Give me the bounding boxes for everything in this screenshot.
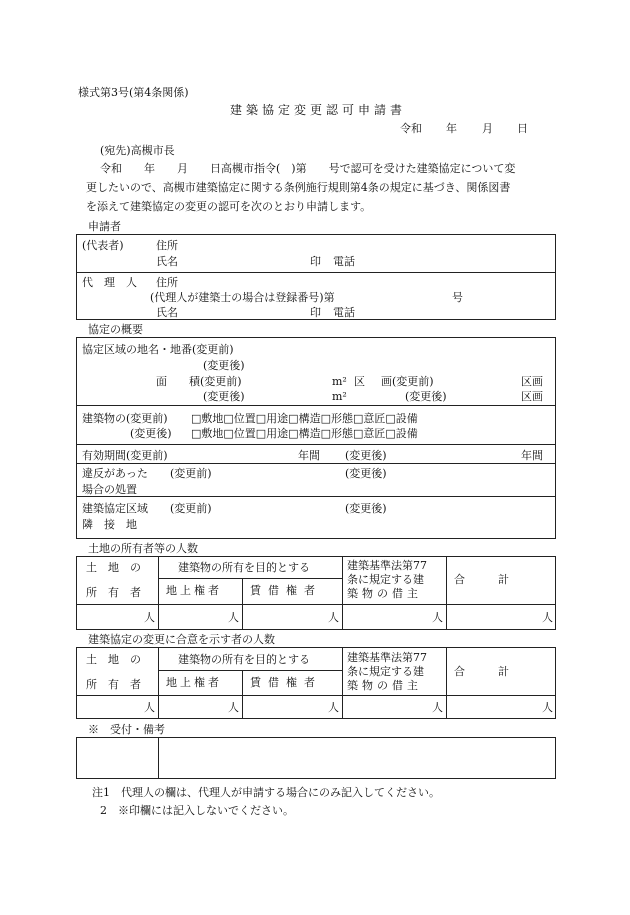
kukaku-after: (変更後): [405, 390, 447, 403]
building-before-items: □敷地□位置□用途□構造□形態□意匠□設備: [191, 412, 418, 425]
owners-unit-2: 人: [228, 611, 239, 624]
owners-total: 合 計: [454, 573, 509, 586]
body-line-2: 更したいので、高槻市建築協定に関する条例施行規則第4条の規定に基づき、関係図書: [86, 181, 511, 194]
consent-heading: 建築協定の変更に合意を示す者の人数: [88, 633, 275, 646]
consent-unit-5: 人: [542, 701, 553, 714]
document-title: 建築協定変更認可申請書: [230, 103, 407, 117]
owners-col1-a: 土 地 の: [86, 561, 141, 574]
owners-law-2: 条に規定する建: [347, 573, 424, 586]
representative-label: (代表者): [82, 239, 124, 252]
consent-total: 合 計: [454, 665, 509, 678]
kukaku-unit-before: 区画: [521, 375, 543, 388]
owners-unit-3: 人: [328, 611, 339, 624]
seal-mark: 印: [310, 255, 321, 268]
date-month: 月: [482, 122, 493, 135]
consent-col1-b: 所 有 者: [86, 678, 141, 691]
building-after-label: (変更後): [130, 427, 172, 440]
sqm-unit-before: m²: [332, 375, 347, 388]
owners-lease: 賃借権者: [250, 584, 322, 597]
validity-years-after: 年間: [521, 449, 543, 462]
reception-box: [76, 737, 556, 779]
addressee: (宛先)高槻市長: [100, 144, 175, 157]
validity-label: 有効期間(変更前): [82, 449, 168, 462]
consent-purpose: 建築物の所有を目的とする: [178, 653, 310, 666]
violation-after: (変更後): [345, 467, 387, 480]
building-before-label: 建築物の(変更前): [82, 412, 168, 425]
address-label: 住所: [156, 239, 178, 252]
note-2: 2 ※印欄には記入しないでください。: [100, 804, 294, 817]
agreement-heading: 協定の概要: [88, 323, 143, 336]
consent-superficies: 地上権者: [166, 676, 222, 689]
agent-phone-label: 電話: [333, 306, 355, 319]
date-era: 令和: [400, 122, 422, 135]
consent-col1-a: 土 地 の: [86, 653, 141, 666]
validity-years-before: 年間: [298, 449, 320, 462]
area-location-label: 協定区域の地名・地番(変更前): [82, 343, 234, 356]
owners-law-3: 築物の借主: [347, 587, 422, 600]
owners-heading: 土地の所有者等の人数: [88, 542, 198, 555]
validity-after-label: (変更後): [345, 449, 387, 462]
form-number: 様式第3号(第4条関係): [78, 86, 189, 99]
agent-registration-label: (代理人が建築士の場合は登録番号)第: [150, 291, 335, 304]
consent-law-2: 条に規定する建: [347, 665, 424, 678]
consent-law-1: 建築基準法第77: [347, 651, 427, 664]
agent-address-label: 住所: [156, 276, 178, 289]
owners-unit-1: 人: [144, 611, 155, 624]
owners-law-1: 建築基準法第77: [347, 559, 427, 572]
adjacent-label-1: 建築協定区域: [82, 502, 148, 515]
adjacent-before: (変更前): [170, 502, 212, 515]
owners-superficies: 地上権者: [166, 584, 222, 597]
kukaku-unit-after: 区画: [521, 390, 543, 403]
sqm-unit-after: m²: [332, 390, 347, 403]
agent-seal-mark: 印: [310, 306, 321, 319]
date-year: 年: [446, 122, 457, 135]
consent-unit-2: 人: [228, 701, 239, 714]
adjacent-after: (変更後): [345, 502, 387, 515]
reception-heading: ※ 受付・備考: [88, 723, 165, 736]
owners-purpose: 建築物の所有を目的とする: [178, 561, 310, 574]
agent-number-suffix: 号: [452, 291, 463, 304]
consent-law-3: 築物の借主: [347, 679, 422, 692]
agent-name-label: 氏名: [156, 306, 178, 319]
agent-label: 代 理 人: [82, 276, 137, 289]
area-location-after: (変更後): [203, 359, 245, 372]
consent-lease: 賃借権者: [250, 676, 322, 689]
violation-before: (変更前): [170, 467, 212, 480]
building-after-items: □敷地□位置□用途□構造□形態□意匠□設備: [191, 427, 418, 440]
body-line-3: を添えて建築協定の変更の認可を次のとおり申請します。: [86, 200, 372, 213]
name-label: 氏名: [156, 255, 178, 268]
date-day: 日: [517, 122, 528, 135]
kukaku-label-2: 画(変更前): [381, 375, 434, 388]
adjacent-label-2: 隣 接 地: [82, 518, 137, 531]
violation-label-1: 違反があった: [82, 467, 148, 480]
owners-col1-b: 所 有 者: [86, 586, 141, 599]
phone-label: 電話: [333, 255, 355, 268]
area-after: (変更後): [203, 390, 245, 403]
consent-unit-1: 人: [144, 701, 155, 714]
body-line-1: 令和 年 月 日高槻市指令( )第 号で認可を受けた建築協定について変: [100, 162, 516, 175]
applicant-heading: 申請者: [88, 220, 121, 233]
violation-label-2: 場合の処置: [82, 483, 137, 496]
note-1: 注1 代理人の欄は、代理人が申請する場合にのみ記入してください。: [92, 786, 440, 799]
consent-unit-4: 人: [432, 701, 443, 714]
consent-unit-3: 人: [328, 701, 339, 714]
area-label: 面 積(変更前): [156, 375, 242, 388]
owners-unit-4: 人: [432, 611, 443, 624]
kukaku-label-1: 区: [354, 375, 365, 388]
owners-unit-5: 人: [542, 611, 553, 624]
